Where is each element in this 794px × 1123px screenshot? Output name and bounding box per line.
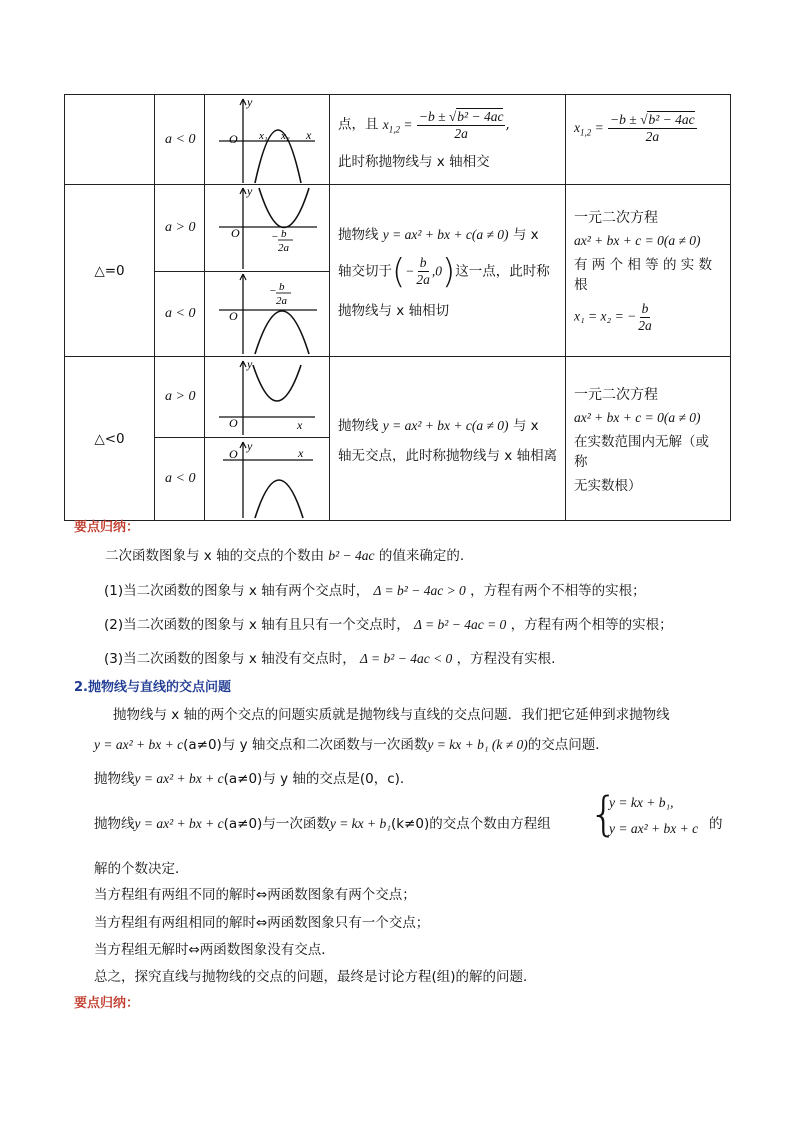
svg-text:b: b — [281, 228, 287, 240]
parabola-up-no-roots-graph — [205, 357, 330, 437]
axis-y-label: y — [247, 357, 253, 371]
equation-equal-roots: 一元二次方程 ax² + bx + c = 0(a ≠ 0) 有 两 个 相 等 的 实 数 根 x₁ = x₂ = − $\frac{b}{2a}$ — [566, 185, 731, 357]
delta-negative-label: △<0 — [65, 357, 155, 521]
axis-x-label: x — [297, 418, 303, 432]
intro-line: 二次函数图象与 x 轴的交点的个数由 b² − 4ac 的值来确定的. — [105, 548, 465, 564]
system-brace: { — [589, 787, 619, 841]
root-x1-label: x₁ — [259, 130, 268, 142]
section-2-p6: 当方程组有两组不同的解时⇔两函数图象有两个交点； — [94, 887, 416, 903]
axis-y-label: y — [247, 95, 253, 109]
desc-intersect: 点，且 $x_{1,2}$ = $\frac{\text{−b ± √b² − 4ac}}{2a}$ , 此时称抛物线与 x 轴相交 — [330, 95, 566, 185]
item-2: (2)当二次函数的图象与 x 轴有且只有一个交点时， Δ = b² − 4ac = 0 ，方程有两个相等的实根； — [104, 617, 673, 633]
axis-x-label: x — [306, 128, 312, 142]
section-2-p2: y = ax² + bx + c(a≠0)与 y 轴交点和二次函数与一次函数y = kx + b₁ (k ≠ 0)的交点问题． — [94, 737, 609, 753]
equation-system — [589, 787, 699, 841]
origin-label: O — [231, 226, 240, 240]
key-points-heading-2: 要点归纳： — [74, 996, 140, 1011]
origin-label: O — [229, 416, 238, 430]
section-2-p9: 总之，探究直线与抛物线的交点的问题，最终是讨论方程(组)的解的问题． — [94, 969, 537, 985]
discriminant-table — [64, 94, 731, 521]
root-x2-label: x₂ — [281, 130, 290, 142]
delta-zero-label: △=0 — [65, 185, 155, 357]
row-delta-positive — [65, 95, 731, 185]
condition-a-positive: a > 0 — [155, 357, 205, 438]
row-delta-zero-a-pos — [65, 185, 731, 272]
condition-a-negative: a < 0 — [155, 438, 205, 521]
graph-tangent-down — [205, 272, 330, 357]
section-2-p8: 当方程组无解时⇔两函数图象没有交点． — [94, 942, 335, 958]
axis-y-label: y — [247, 439, 253, 453]
vertex-label: − — [269, 285, 277, 297]
equation-no-roots: 一元二次方程 ax² + bx + c = 0(a ≠ 0) 在实数范围内无解（或称 无实数根） — [566, 357, 731, 521]
parabola-down-tangent-graph — [205, 272, 330, 356]
origin-label: O — [229, 309, 238, 323]
condition-a-negative: a < 0 — [155, 95, 205, 185]
section-2-p4-end: 的 — [709, 816, 723, 832]
section-2-p7: 当方程组有两组相同的解时⇔两函数图象只有一个交点； — [94, 915, 430, 931]
svg-text:b: b — [279, 281, 285, 293]
parabola-down-no-roots-graph — [205, 438, 330, 520]
quadratic-formula: $\frac{\text{−b ± √b² − 4ac}}{2a}$ — [418, 109, 504, 141]
row-delta-negative-a-pos — [65, 357, 731, 438]
section-2-p5: 解的个数决定． — [94, 861, 189, 877]
svg-text:2a: 2a — [278, 242, 289, 254]
axis-y-label: y — [247, 185, 253, 198]
system-line-1: y = kx + b₁, — [609, 795, 674, 810]
graph-two-roots — [205, 95, 330, 185]
section-2-p3: 抛物线y = ax² + bx + c(a≠0)与 y 轴的交点是(0，c). — [94, 771, 405, 787]
delta-cell-empty — [65, 95, 155, 185]
section-2-heading: 2.抛物线与直线的交点问题 — [74, 680, 231, 695]
desc-separate: 抛物线 y = ax² + bx + c(a ≠ 0) 与 x 轴无交点，此时称抛物线与 x 轴相离 — [330, 357, 566, 521]
graph-tangent-up — [205, 185, 330, 272]
section-2-p1: 抛物线与 x 轴的两个交点的问题实质就是抛物线与直线的交点问题．我们把它延伸到求抛物线 — [113, 707, 670, 723]
parabola-down-two-roots-graph — [205, 95, 330, 184]
condition-a-negative: a < 0 — [155, 272, 205, 357]
condition-a-positive: a > 0 — [155, 185, 205, 272]
item-3: (3)当二次函数的图象与 x 轴没有交点时， Δ = b² − 4ac < 0 ，方程没有实根. — [104, 651, 556, 667]
desc-tangent: 抛物线 y = ax² + bx + c(a ≠ 0) 与 x 轴交切于(− $\frac{b}{2a}$ ,0)这一点，此时称 抛物线与 x 轴相切 — [330, 185, 566, 357]
axis-x-label: x — [298, 446, 304, 460]
section-2-p4: 抛物线y = ax² + bx + c(a≠0)与一次函数y = kx + b₁(k≠0)的交点个数由方程组 — [94, 816, 551, 832]
system-line-2: y = ax² + bx + c — [609, 821, 699, 836]
key-points-heading: 要点归纳： — [74, 520, 140, 535]
origin-label: O — [229, 132, 238, 146]
origin-label: O — [229, 447, 238, 461]
graph-no-roots-down — [205, 438, 330, 521]
roots-formula-cell: $x_{1,2}$ = $\frac{\text{−b ± √b² − 4ac}}{2a}$ — [566, 95, 731, 185]
parabola-up-tangent-graph — [205, 185, 330, 271]
graph-no-roots-up — [205, 357, 330, 438]
item-1: (1)当二次函数的图象与 x 轴有两个交点时， Δ = b² − 4ac > 0 ，方程有两个不相等的实根； — [104, 583, 646, 599]
vertex-label: − — [271, 231, 279, 243]
svg-text:2a: 2a — [276, 295, 287, 307]
